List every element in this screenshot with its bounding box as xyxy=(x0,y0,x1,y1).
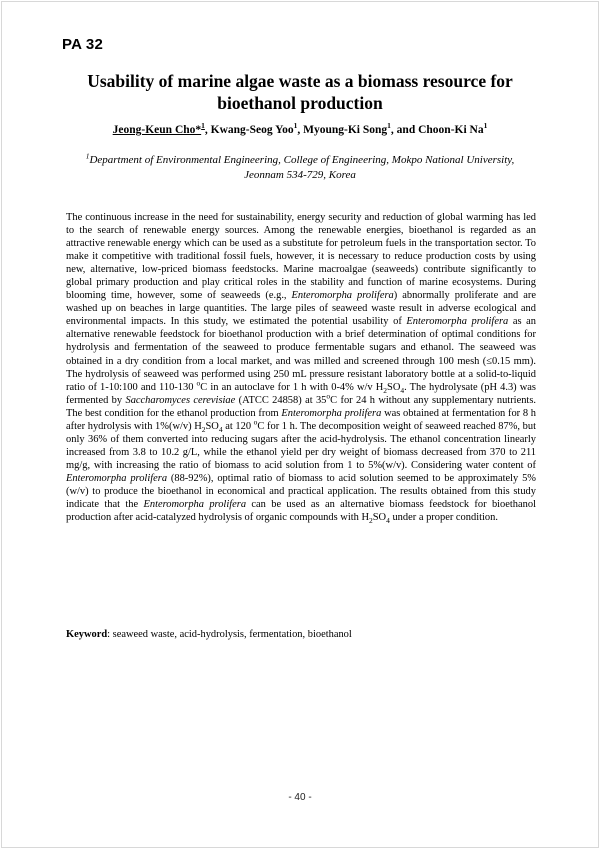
abstract-text: C for 1 h. The decomposition weight of seaweed reached 87%, but only 36% of them converted into reducing sugars after the acid-hydrolysis. The ethanol concentration linearly increased from 3.8 to 10.2 g/L, while the ethanol yield per dry weight of biomass decreased from 370 to 211 mg/g, with increasing the ratio of biomass to acid solution from 1 to 5%(w/v). Considering water content of xyxy=(66,420,536,471)
species-name: Enteromorpha prolifera xyxy=(406,316,509,328)
species-name: Enteromorpha prolifera xyxy=(143,499,247,511)
affiliation-line-2: Jeonnam 534-729, Korea xyxy=(244,169,356,181)
author-affiliation-marker: 1 xyxy=(293,121,298,131)
abstract-text: SO xyxy=(205,420,219,432)
author-affiliation-marker: 1 xyxy=(483,121,488,131)
abstract-text: . The hydrolysate (pH 4.3) was fermented by xyxy=(66,381,536,406)
abstract-text: The continuous increase in the need for sustainability, energy security and reduction of global warming has led to the search of renewable energy sources. Among the renewable energies, bioethanol is regarded as an attractive renewable energy which can be used as a substitute for petroleum fuels in the transportation sector. To make it competitive with traditional fossil fuels, however, it is necessary to reduce production costs by using new, alternative, low-priced biomass feedstocks. Marine macroalgae (seaweeds) contribute significantly to global primary production and play critical roles in the stability and function of marine ecosystems. During blooming time, however, some of seaweeds (e.g., xyxy=(66,212,536,302)
abstract-script: o xyxy=(196,378,201,388)
keyword-line xyxy=(66,629,536,640)
paper-title: Usability of marine algae waste as a biomass resource for bioethanol production xyxy=(87,71,513,113)
author-separator: , and xyxy=(390,124,419,136)
affiliation-line-1: Department of Environmental Engineering, College of Engineering, Mokpo National University, xyxy=(89,154,515,166)
abstract-text: SO xyxy=(387,381,401,393)
abstract-text: as an alternative renewable feedstock for bioethanol production with a brief determination of optimal conditions for hydrolysis and fermentation of the seaweed to produce fermentable sugars and ethanol. The seaweed was obtained in a dry condition from a local market, and was milled and screened through 100 mesh (≤0.15 mm). The hydrolysis of seaweed was performed using 250 mL pressure resistant laboratory bottle at a solid-to-liquid ratio of 1-10:100 and 110-130 xyxy=(66,316,537,393)
author-separator: , xyxy=(204,124,211,136)
affiliation xyxy=(60,153,540,183)
abstract-script: 4 xyxy=(386,516,390,526)
author-name: Choon-Ki Na xyxy=(418,124,484,136)
abstract-script: o xyxy=(326,391,331,401)
abstract-body xyxy=(66,211,536,524)
keyword-label: Keyword xyxy=(66,629,108,640)
abstract-code: PA 32 xyxy=(62,36,104,53)
author-name: Jeong-Keun Cho* xyxy=(112,124,202,136)
species-name: Enteromorpha prolifera xyxy=(66,472,168,484)
affiliation-marker: 1 xyxy=(85,151,90,161)
abstract-script: 2 xyxy=(369,516,373,526)
species-name: Enteromorpha prolifera xyxy=(281,407,382,419)
author-affiliation-marker: 1 xyxy=(387,121,391,131)
abstract-text: SO xyxy=(372,512,387,524)
author-affiliation-marker: 1 xyxy=(201,121,205,131)
author-separator: , xyxy=(297,124,304,136)
abstract-script: o xyxy=(253,417,258,427)
abstract-text: under a proper condition. xyxy=(389,512,498,524)
author-name: Myoung-Ki Song xyxy=(303,124,388,136)
abstract-text: can be used as an alternative biomass feedstock for bioethanol production after acid-catalyzed hydrolysis of organic compounds with H xyxy=(66,499,537,524)
page-number: - 40 - xyxy=(288,792,312,803)
abstract-text: (88-92%), optimal ratio of biomass to acid solution seemed to be approximately 5%(w/v) to produce the bioethanol in economical and practical application. The results obtained from this study indicate that the xyxy=(66,472,537,511)
abstract-script: 4 xyxy=(400,385,405,395)
abstract-text: C in an autoclave for 1 h with 0-4% w/v H xyxy=(200,381,384,393)
abstract-text: at 120 xyxy=(222,420,254,432)
abstract-text: C for 24 h without any supplementary nutrients. The best condition for the ethanol production from xyxy=(66,394,536,419)
species-name: Saccharomyces cerevisiae xyxy=(125,394,236,406)
species-name: Enteromorpha prolifera xyxy=(291,290,394,302)
author-list xyxy=(40,121,560,136)
abstract-script: 2 xyxy=(383,385,388,395)
abstract-script: 2 xyxy=(201,424,206,434)
abstract-text: was obtained at fermentation for 8 h after hydrolysis with 1%(w/v) H xyxy=(66,407,537,432)
abstract-text: ) abnormally proliferate and are washed up on beaches in large quantities. The large piles of seaweed waste result in adverse ecological and environmental impacts. In this study, we estimated the potential usability of xyxy=(66,290,536,328)
abstract-text: (ATCC 24858) at 35 xyxy=(235,394,327,406)
author-name: Kwang-Seog Yoo xyxy=(210,124,294,136)
keyword-list: : seaweed waste, acid-hydrolysis, fermentation, bioethanol xyxy=(107,629,352,640)
abstract-script: 4 xyxy=(218,424,223,434)
